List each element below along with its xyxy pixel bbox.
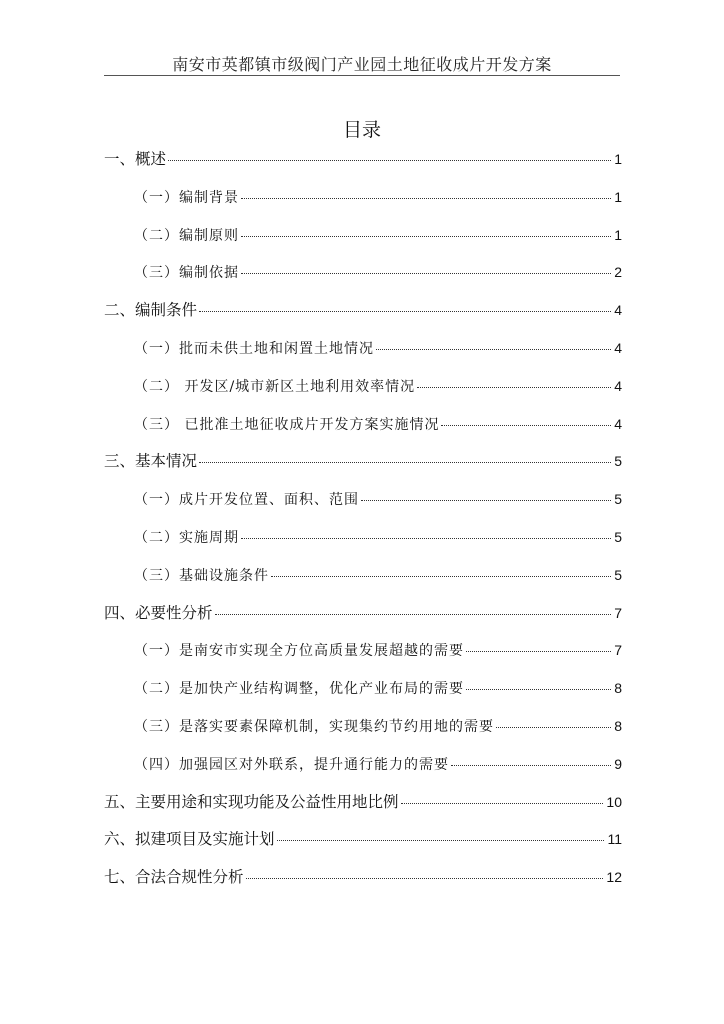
toc-dot-leader (401, 803, 604, 804)
toc-dot-leader (466, 689, 611, 690)
toc-section-entry[interactable] (104, 751, 622, 789)
toc-page-number: 1 (614, 188, 622, 205)
toc-entry-label: 六、拟建项目及实施计划 (104, 830, 275, 849)
toc-page-number: 4 (614, 377, 622, 394)
toc-dot-leader (241, 198, 611, 199)
toc-entry-label: 四、必要性分析 (104, 603, 213, 622)
toc-dot-leader (277, 840, 605, 841)
toc-page-number: 11 (607, 831, 622, 848)
toc-dot-leader (241, 538, 611, 539)
toc-chapter-entry[interactable] (104, 448, 622, 486)
toc-section-entry[interactable] (104, 411, 622, 449)
toc-page-number: 8 (614, 717, 622, 734)
table-of-contents (104, 146, 622, 902)
toc-dot-leader (199, 311, 611, 312)
toc-chapter-entry[interactable] (104, 146, 622, 184)
toc-page-number: 4 (614, 339, 622, 356)
toc-chapter-entry[interactable] (104, 297, 622, 335)
toc-section-entry[interactable] (104, 335, 622, 373)
toc-page-number: 5 (614, 566, 622, 583)
toc-entry-label: （三）是落实要素保障机制，实现集约节约用地的需要 (134, 718, 494, 735)
toc-dot-leader (271, 576, 611, 577)
toc-page-number: 1 (614, 226, 622, 243)
toc-dot-leader (466, 651, 611, 652)
toc-page-number: 10 (606, 793, 622, 810)
toc-page-number: 2 (614, 264, 622, 281)
toc-section-entry[interactable] (104, 562, 622, 600)
toc-section-entry[interactable] (104, 675, 622, 713)
toc-dot-leader (441, 425, 611, 426)
toc-page-number: 4 (614, 302, 622, 319)
toc-page-number: 5 (614, 491, 622, 508)
toc-entry-label: （一）批而未供土地和闲置土地情况 (134, 340, 374, 357)
toc-entry-label: （三）编制依据 (134, 265, 239, 282)
toc-dot-leader (199, 462, 611, 463)
toc-dot-leader (241, 236, 611, 237)
toc-entry-label: （二）实施周期 (134, 529, 239, 546)
toc-dot-leader (241, 273, 611, 274)
toc-entry-label: （三）基础设施条件 (134, 567, 269, 584)
toc-section-entry[interactable] (104, 259, 622, 297)
toc-entry-label: 七、合法合规性分析 (104, 868, 244, 887)
toc-dot-leader (246, 878, 604, 879)
toc-entry-label: （二）编制原则 (134, 227, 239, 244)
toc-page-number: 4 (614, 415, 622, 432)
toc-chapter-entry[interactable] (104, 789, 622, 827)
toc-dot-leader (451, 765, 611, 766)
toc-entry-label: 五、主要用途和实现功能及公益性用地比例 (104, 792, 399, 811)
toc-page-number: 7 (614, 604, 622, 621)
toc-entry-label: （四）加强园区对外联系，提升通行能力的需要 (134, 756, 449, 773)
toc-entry-label: 二、编制条件 (104, 301, 198, 320)
toc-entry-label: 一、概述 (104, 150, 167, 168)
toc-page-number: 5 (614, 528, 622, 545)
toc-entry-label: （一）编制背景 (134, 189, 239, 206)
toc-page-number: 12 (606, 869, 622, 886)
toc-entry-label: （一）是南安市实现全方位高质量发展超越的需要 (134, 643, 464, 660)
toc-entry-label: （二）是加快产业结构调整，优化产业布局的需要 (134, 681, 464, 698)
toc-section-entry[interactable] (104, 222, 622, 260)
toc-page-number: 1 (614, 151, 622, 167)
toc-dot-leader (168, 160, 611, 161)
toc-section-entry[interactable] (104, 637, 622, 675)
toc-entry-label: （二） 开发区/城市新区土地利用效率情况 (134, 378, 416, 395)
toc-section-entry[interactable] (104, 373, 622, 411)
toc-chapter-entry[interactable] (104, 600, 622, 638)
toc-title: 目录 (342, 119, 381, 141)
toc-dot-leader (496, 727, 611, 728)
toc-section-entry[interactable] (104, 184, 622, 222)
toc-chapter-entry[interactable] (104, 864, 622, 902)
toc-page-number: 9 (614, 755, 622, 772)
toc-dot-leader (215, 614, 612, 615)
toc-entry-label: 三、基本情况 (104, 452, 198, 471)
toc-chapter-entry[interactable] (104, 826, 622, 864)
toc-page-number: 7 (614, 642, 622, 659)
toc-entry-label: （一）成片开发位置、面积、范围 (134, 492, 359, 509)
toc-entry-label: （三） 已批准土地征收成片开发方案实施情况 (134, 416, 440, 433)
toc-section-entry[interactable] (104, 713, 622, 751)
toc-page-number: 8 (614, 680, 622, 697)
toc-dot-leader (417, 387, 611, 388)
toc-dot-leader (376, 349, 611, 350)
toc-dot-leader (361, 500, 611, 501)
toc-page-number: 5 (614, 453, 622, 470)
toc-section-entry[interactable] (104, 486, 622, 524)
toc-section-entry[interactable] (104, 524, 622, 562)
header-divider (104, 75, 620, 76)
page-header-title: 南安市英都镇市级阀门产业园土地征收成片开发方案 (172, 55, 552, 74)
